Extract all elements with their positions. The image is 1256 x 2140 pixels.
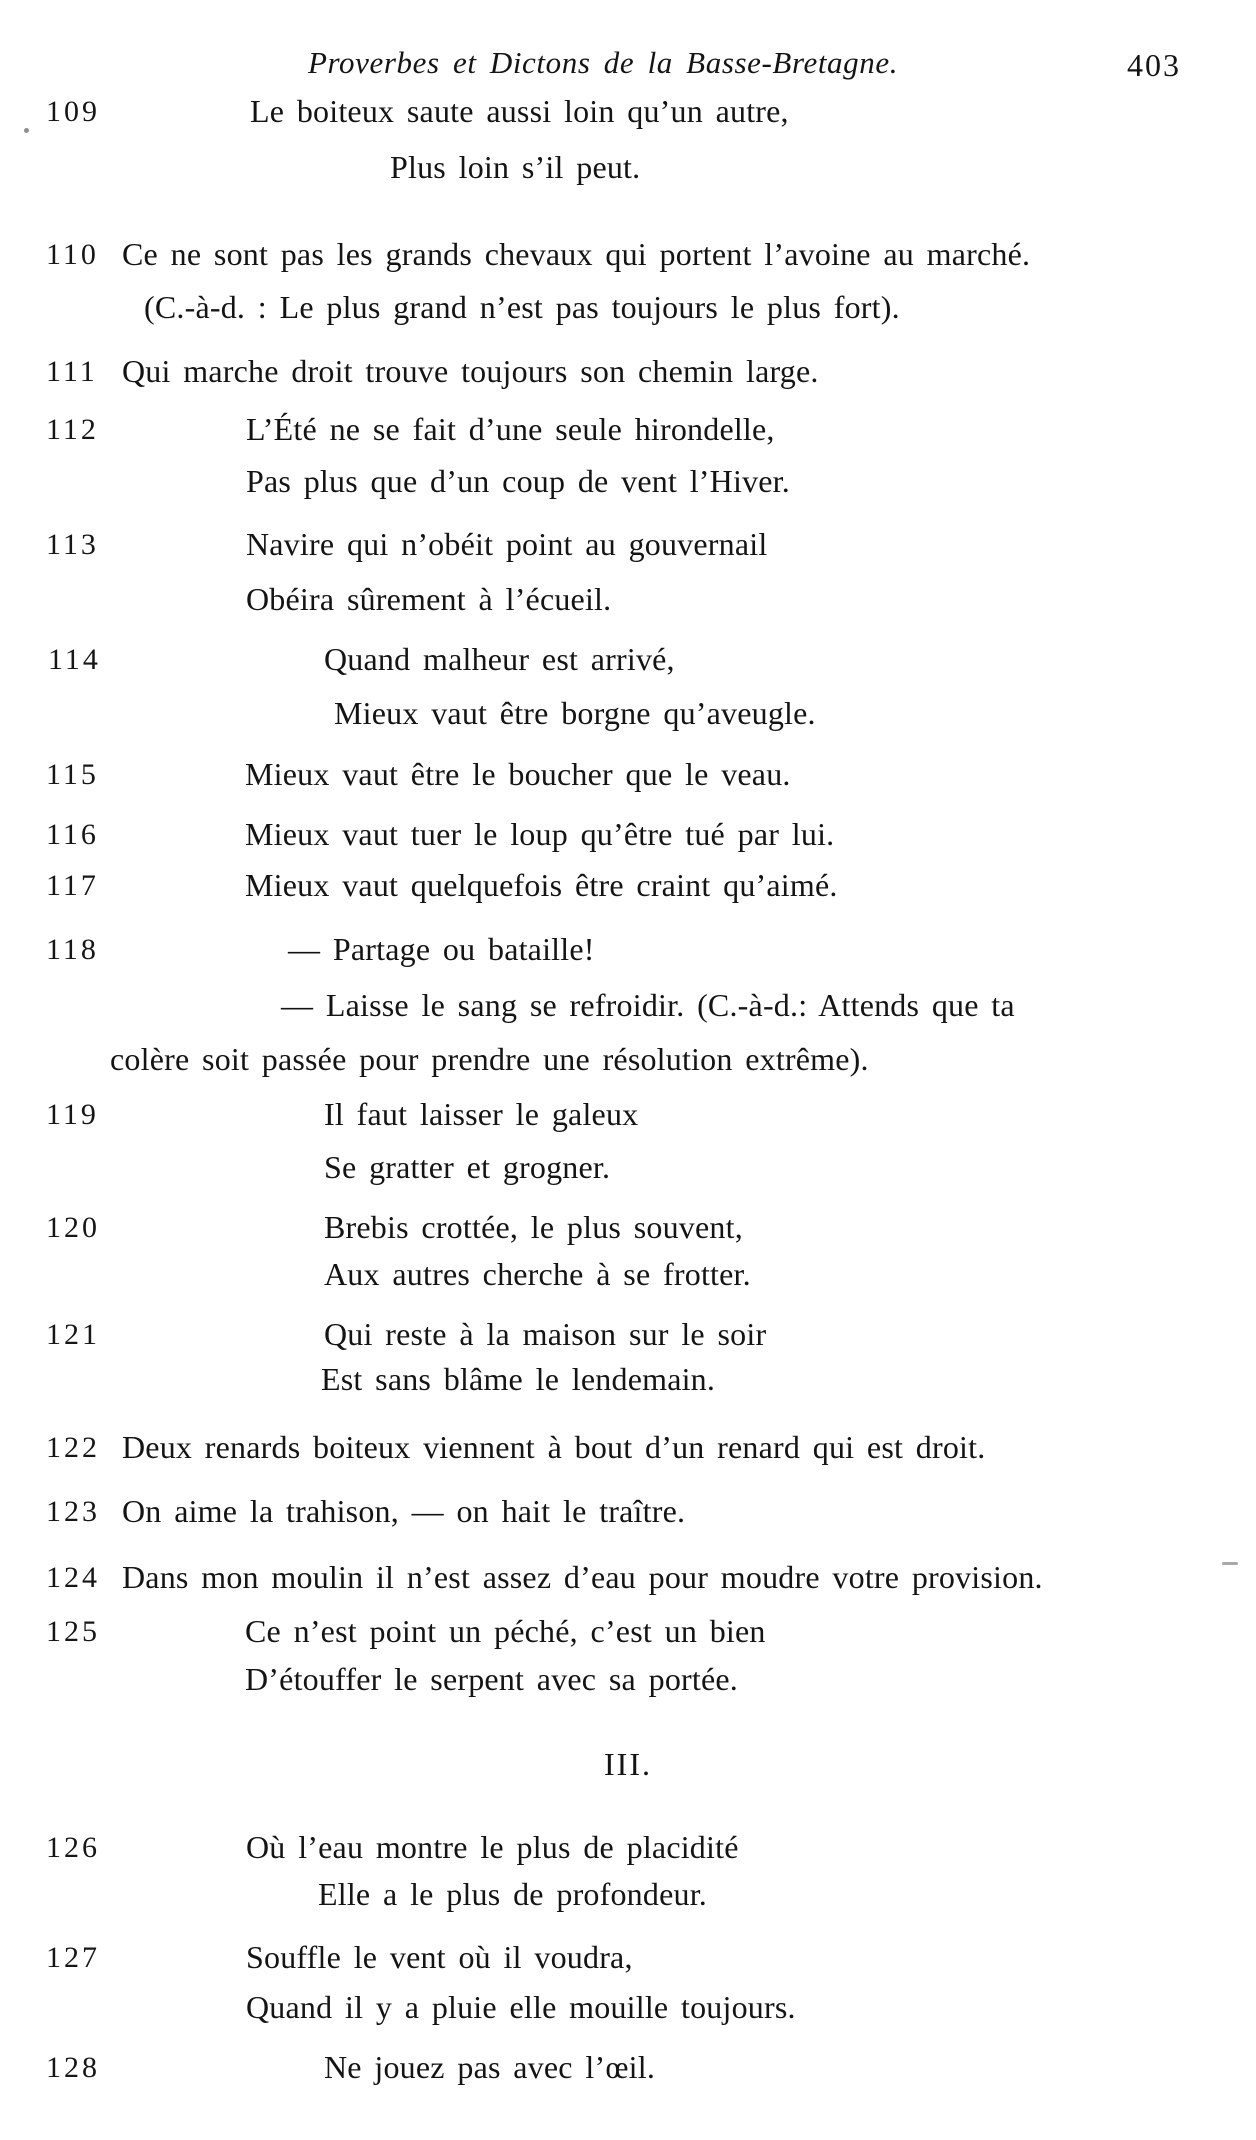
proverb-number: 124 — [46, 1561, 100, 1594]
proverb-number: 112 — [46, 413, 99, 446]
proverb-line: Pas plus que d’un coup de vent l’Hiver. — [246, 463, 790, 499]
proverb-number: 122 — [46, 1431, 100, 1464]
proverb-line: Obéira sûrement à l’écueil. — [246, 581, 612, 617]
proverb-number: 113 — [46, 528, 99, 561]
proverb-line: Plus loin s’il peut. — [390, 149, 641, 185]
proverb-number: 125 — [46, 1615, 100, 1648]
proverb-line: Ne jouez pas avec l’œil. — [324, 2049, 656, 2085]
proverb-line: Navire qui n’obéit point au gouvernail — [246, 526, 768, 562]
proverb-number: 118 — [46, 933, 99, 966]
proverb-line: Qui reste à la maison sur le soir — [324, 1316, 767, 1352]
proverb-line: — Partage ou bataille! — [288, 931, 595, 967]
proverb-line: Mieux vaut quelquefois être craint qu’aimé. — [245, 867, 838, 903]
proverb-line: Souffle le vent où il voudra, — [246, 1939, 633, 1975]
proverb-number: 114 — [48, 643, 101, 676]
proverb-line: Se gratter et grogner. — [324, 1149, 611, 1185]
proverb-number: 126 — [46, 1831, 100, 1864]
proverb-line: Qui marche droit trouve toujours son chemin large. — [122, 353, 819, 389]
page-number: 403 — [1127, 47, 1181, 83]
proverb-line: Aux autres cherche à se frotter. — [324, 1256, 751, 1292]
scan-margin-dash — [1222, 1562, 1238, 1565]
proverb-line: Est sans blâme le lendemain. — [321, 1361, 716, 1397]
proverb-number: 120 — [46, 1211, 100, 1244]
proverb-line: Il faut laisser le galeux — [324, 1096, 639, 1132]
proverb-number: 117 — [46, 869, 99, 902]
proverb-line: L’Été ne se fait d’une seule hirondelle, — [246, 411, 775, 447]
proverb-line: Mieux vaut être borgne qu’aveugle. — [334, 695, 816, 731]
proverb-line: Le boiteux saute aussi loin qu’un autre, — [250, 93, 789, 129]
proverb-line: (C.-à-d. : Le plus grand n’est pas toujours le plus fort). — [144, 289, 900, 325]
proverb-line: Ce n’est point un péché, c’est un bien — [245, 1613, 766, 1649]
proverb-number: 116 — [46, 818, 99, 851]
proverb-line: D’étouffer le serpent avec sa portée. — [245, 1661, 738, 1697]
proverb-number: 123 — [46, 1495, 100, 1528]
proverb-line: Elle a le plus de profondeur. — [318, 1876, 707, 1912]
proverb-line: Quand malheur est arrivé, — [324, 641, 675, 677]
proverb-line: colère soit passée pour prendre une résolution extrême). — [110, 1041, 869, 1077]
section-heading: III. — [604, 1746, 652, 1782]
proverb-line: On aime la trahison, — on hait le traître. — [122, 1493, 686, 1529]
proverb-number: 119 — [46, 1098, 99, 1131]
proverb-line: Dans mon moulin il n’est assez d’eau pour moudre votre provision. — [122, 1559, 1043, 1595]
proverb-line: Mieux vaut tuer le loup qu’être tué par lui. — [245, 816, 835, 852]
proverb-number: 109 — [46, 95, 100, 128]
proverb-number: 111 — [46, 355, 98, 388]
proverb-line: Ce ne sont pas les grands chevaux qui portent l’avoine au marché. — [122, 236, 1031, 272]
proverb-line: — Laisse le sang se refroidir. (C.-à-d.: Attends que ta — [281, 987, 1015, 1023]
proverb-number: 115 — [46, 758, 99, 791]
proverb-line: Brebis crottée, le plus souvent, — [324, 1209, 743, 1245]
scan-speck — [24, 128, 29, 133]
proverb-number: 128 — [46, 2051, 100, 2084]
proverb-line: Mieux vaut être le boucher que le veau. — [245, 756, 791, 792]
running-title: Proverbes et Dictons de la Basse-Bretagne. — [308, 45, 899, 80]
proverb-line: Où l’eau montre le plus de placidité — [246, 1829, 739, 1865]
proverb-line: Quand il y a pluie elle mouille toujours. — [246, 1989, 796, 2025]
proverb-line: Deux renards boiteux viennent à bout d’un renard qui est droit. — [122, 1429, 986, 1465]
proverb-number: 121 — [46, 1318, 100, 1351]
proverb-number: 110 — [46, 238, 99, 271]
proverb-number: 127 — [46, 1941, 100, 1974]
